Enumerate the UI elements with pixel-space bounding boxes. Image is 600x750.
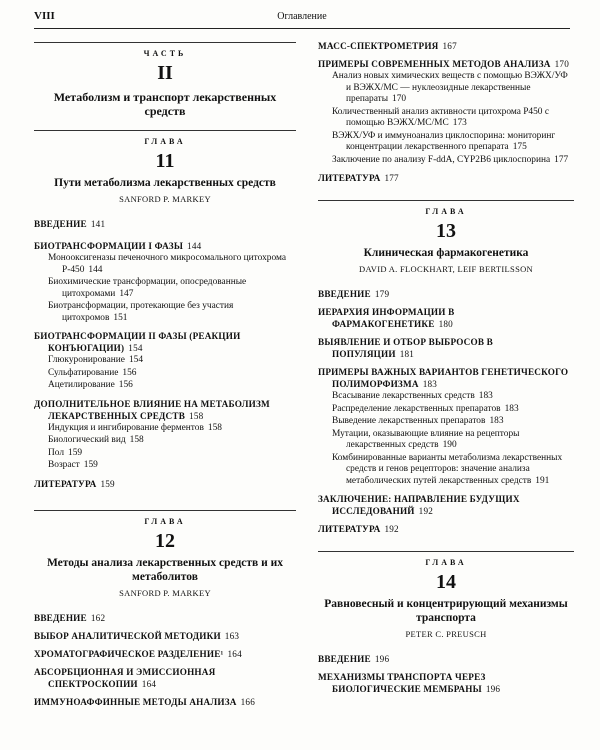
toc-section[interactable]: АБСОРБЦИОННАЯ И ЭМИССИОННАЯ СПЕКТРОСКОПИИ 164 <box>34 666 216 689</box>
toc-subsection[interactable]: Глюкуронирование 154 <box>48 355 144 365</box>
chapter-author: DAVID A. FLOCKHART, LEIF BERTILSSON <box>359 264 533 274</box>
toc-subsection[interactable]: Заключение по анализу F-ddA, CYP2B6 циклоспорина 177 <box>332 154 569 165</box>
divider <box>34 510 296 511</box>
chapter-number: 12 <box>155 529 175 552</box>
toc-section[interactable]: ИММУНОАФФИННЫЕ МЕТОДЫ АНАЛИЗА 166 <box>34 696 256 707</box>
toc-list-continued <box>318 40 574 184</box>
chapter-number: 13 <box>436 220 456 242</box>
toc-subsection[interactable]: Мутации, оказывающие влияние на рецепторы лекарственных средств 190 <box>332 428 520 450</box>
chapter-label: ГЛАВА <box>425 558 467 567</box>
divider <box>318 200 574 201</box>
page-header <box>34 10 570 29</box>
toc-list <box>318 288 574 535</box>
chapter-number: 11 <box>155 150 175 172</box>
toc-section[interactable]: ХРОМАТОГРАФИЧЕСКОЕ РАЗДЕЛЕНИЕ¹ 164 <box>34 648 242 659</box>
toc-section[interactable]: ИЕРАРХИЯ ИНФОРМАЦИИ В ФАРМАКОГЕНЕТИКЕ 180 <box>318 307 455 329</box>
divider <box>34 130 296 131</box>
toc-list <box>34 612 296 708</box>
toc-section[interactable]: ВЫБОР АНАЛИТИЧЕСКОЙ МЕТОДИКИ 163 <box>34 630 240 641</box>
toc-section[interactable]: ЗАКЛЮЧЕНИЕ: НАПРАВЛЕНИЕ БУДУЩИХ ИССЛЕДОВАНИЙ 192 <box>318 494 520 516</box>
toc-section[interactable]: ДОПОЛНИТЕЛЬНОЕ ВЛИЯНИЕ НА МЕТАБОЛИЗМ ЛЕКАРСТВЕННЫХ СРЕДСТВ 158 <box>34 398 270 421</box>
part-number: II <box>157 62 173 84</box>
toc-subsection[interactable]: Ацетилирование 156 <box>48 380 133 390</box>
toc-subsection[interactable]: Биологический вид 158 <box>48 435 144 445</box>
toc-section[interactable]: ПРИМЕРЫ СОВРЕМЕННЫХ МЕТОДОВ АНАЛИЗА 170 <box>318 59 569 69</box>
toc-subsection[interactable]: Всасывание лекарственных средств 183 <box>332 391 493 401</box>
toc-section[interactable]: БИОТРАНСФОРМАЦИИ II ФАЗЫ (РЕАКЦИИ КОНЪЮГАЦИИ) 154 <box>34 331 241 353</box>
toc-subsection[interactable]: Количественный анализ активности цитохрома Р450 с помощью ВЭЖХ/МС/МС 173 <box>332 106 549 128</box>
toc-section[interactable]: ВВЕДЕНИЕ 141 <box>34 219 106 229</box>
chapter-title: Равновесный и концентрирующий механизмы транспорта <box>324 598 568 624</box>
toc-section[interactable]: БИОТРАНСФОРМАЦИИ I ФАЗЫ 144 <box>34 241 202 251</box>
chapter-author: SANFORD P. MARKEY <box>119 587 211 598</box>
chapter-label: ГЛАВА <box>144 516 186 526</box>
toc-section[interactable]: ВВЕДЕНИЕ 196 <box>318 654 390 664</box>
chapter-title: Клиническая фармакогенетика <box>363 247 529 259</box>
toc-section[interactable]: ЛИТЕРАТУРА 192 <box>318 524 399 534</box>
running-title: Оглавление <box>277 11 327 22</box>
chapter-number: 14 <box>436 571 456 593</box>
page-number: VIII <box>34 10 55 22</box>
chapter-12 <box>34 510 296 708</box>
toc-section[interactable]: ПРИМЕРЫ ВАЖНЫХ ВАРИАНТОВ ГЕНЕТИЧЕСКОГО ПОЛИМОРФИЗМА 183 <box>318 367 569 389</box>
divider <box>34 42 296 43</box>
toc-subsection[interactable]: Распределение лекарственных препаратов 183 <box>332 403 519 414</box>
divider <box>318 551 574 552</box>
toc-section[interactable]: ВВЕДЕНИЕ 179 <box>318 289 390 299</box>
toc-section[interactable]: МЕХАНИЗМЫ ТРАНСПОРТА ЧЕРЕЗ БИОЛОГИЧЕСКИЕ МЕМБРАНЫ 196 <box>318 672 501 694</box>
toc-list <box>318 653 574 695</box>
toc-subsection[interactable]: Сульфатирование 156 <box>48 367 137 378</box>
left-column <box>34 42 296 708</box>
part-title: Метаболизм и транспорт лекарственных средств <box>53 90 277 118</box>
chapter-13 <box>318 200 574 535</box>
chapter-author: PETER C. PREUSCH <box>405 629 487 639</box>
toc-subsection[interactable]: Индукция и ингибирование ферментов 158 <box>48 422 222 433</box>
toc-subsection[interactable]: Возраст 159 <box>48 460 98 470</box>
toc-section[interactable]: ВВЕДЕНИЕ 162 <box>34 612 106 623</box>
chapter-14 <box>318 551 574 695</box>
toc-subsection[interactable]: Пол 159 <box>48 447 83 458</box>
chapter-label: ГЛАВА <box>425 207 467 216</box>
toc-section[interactable]: ЛИТЕРАТУРА 159 <box>34 478 115 489</box>
toc-subsection[interactable]: Монооксигеназы печеночного микросомального цитохрома Р-450 144 <box>48 253 287 275</box>
toc-section[interactable]: МАСС-СПЕКТРОМЕТРИЯ 167 <box>318 41 457 51</box>
chapter-11 <box>34 130 296 490</box>
chapter-label: ГЛАВА <box>144 137 186 146</box>
chapter-title: Методы анализа лекарственных средств и их метаболитов <box>46 556 283 583</box>
part-heading <box>34 42 296 118</box>
toc-subsection[interactable]: Анализ новых химических веществ с помощью ВЭЖХ/УФ и ВЭЖХ/МС — нуклеозидные лекарственные препараты 170 <box>332 71 568 104</box>
toc-section[interactable]: ВЫЯВЛЕНИЕ И ОТБОР ВЫБРОСОВ В ПОПУЛЯЦИИ 181 <box>318 337 494 359</box>
part-label: ЧАСТЬ <box>143 49 187 58</box>
toc-section[interactable]: ЛИТЕРАТУРА 177 <box>318 173 399 183</box>
chapter-title: Пути метаболизма лекарственных средств <box>54 177 276 189</box>
toc-subsection[interactable]: Комбинированные варианты метаболизма лекарственных средств и генов рецепторов: значение анализа метаболических путей лекарственных средств 191 <box>332 452 563 486</box>
chapter-author: SANFORD P. MARKEY <box>119 194 211 204</box>
toc-subsection[interactable]: Биохимические трансформации, опосредованные цитохромами 147 <box>48 277 247 299</box>
toc-subsection[interactable]: Выведение лекарственных препаратов 183 <box>332 416 504 426</box>
right-column <box>318 40 574 695</box>
toc-list <box>34 218 296 490</box>
toc-subsection[interactable]: ВЭЖХ/УФ и иммуноанализ циклоспорина: мониторинг концентрации лекарственного препарата 175 <box>332 130 556 152</box>
toc-subsection[interactable]: Биотрансформации, протекающие без участия цитохромов 151 <box>48 301 234 323</box>
